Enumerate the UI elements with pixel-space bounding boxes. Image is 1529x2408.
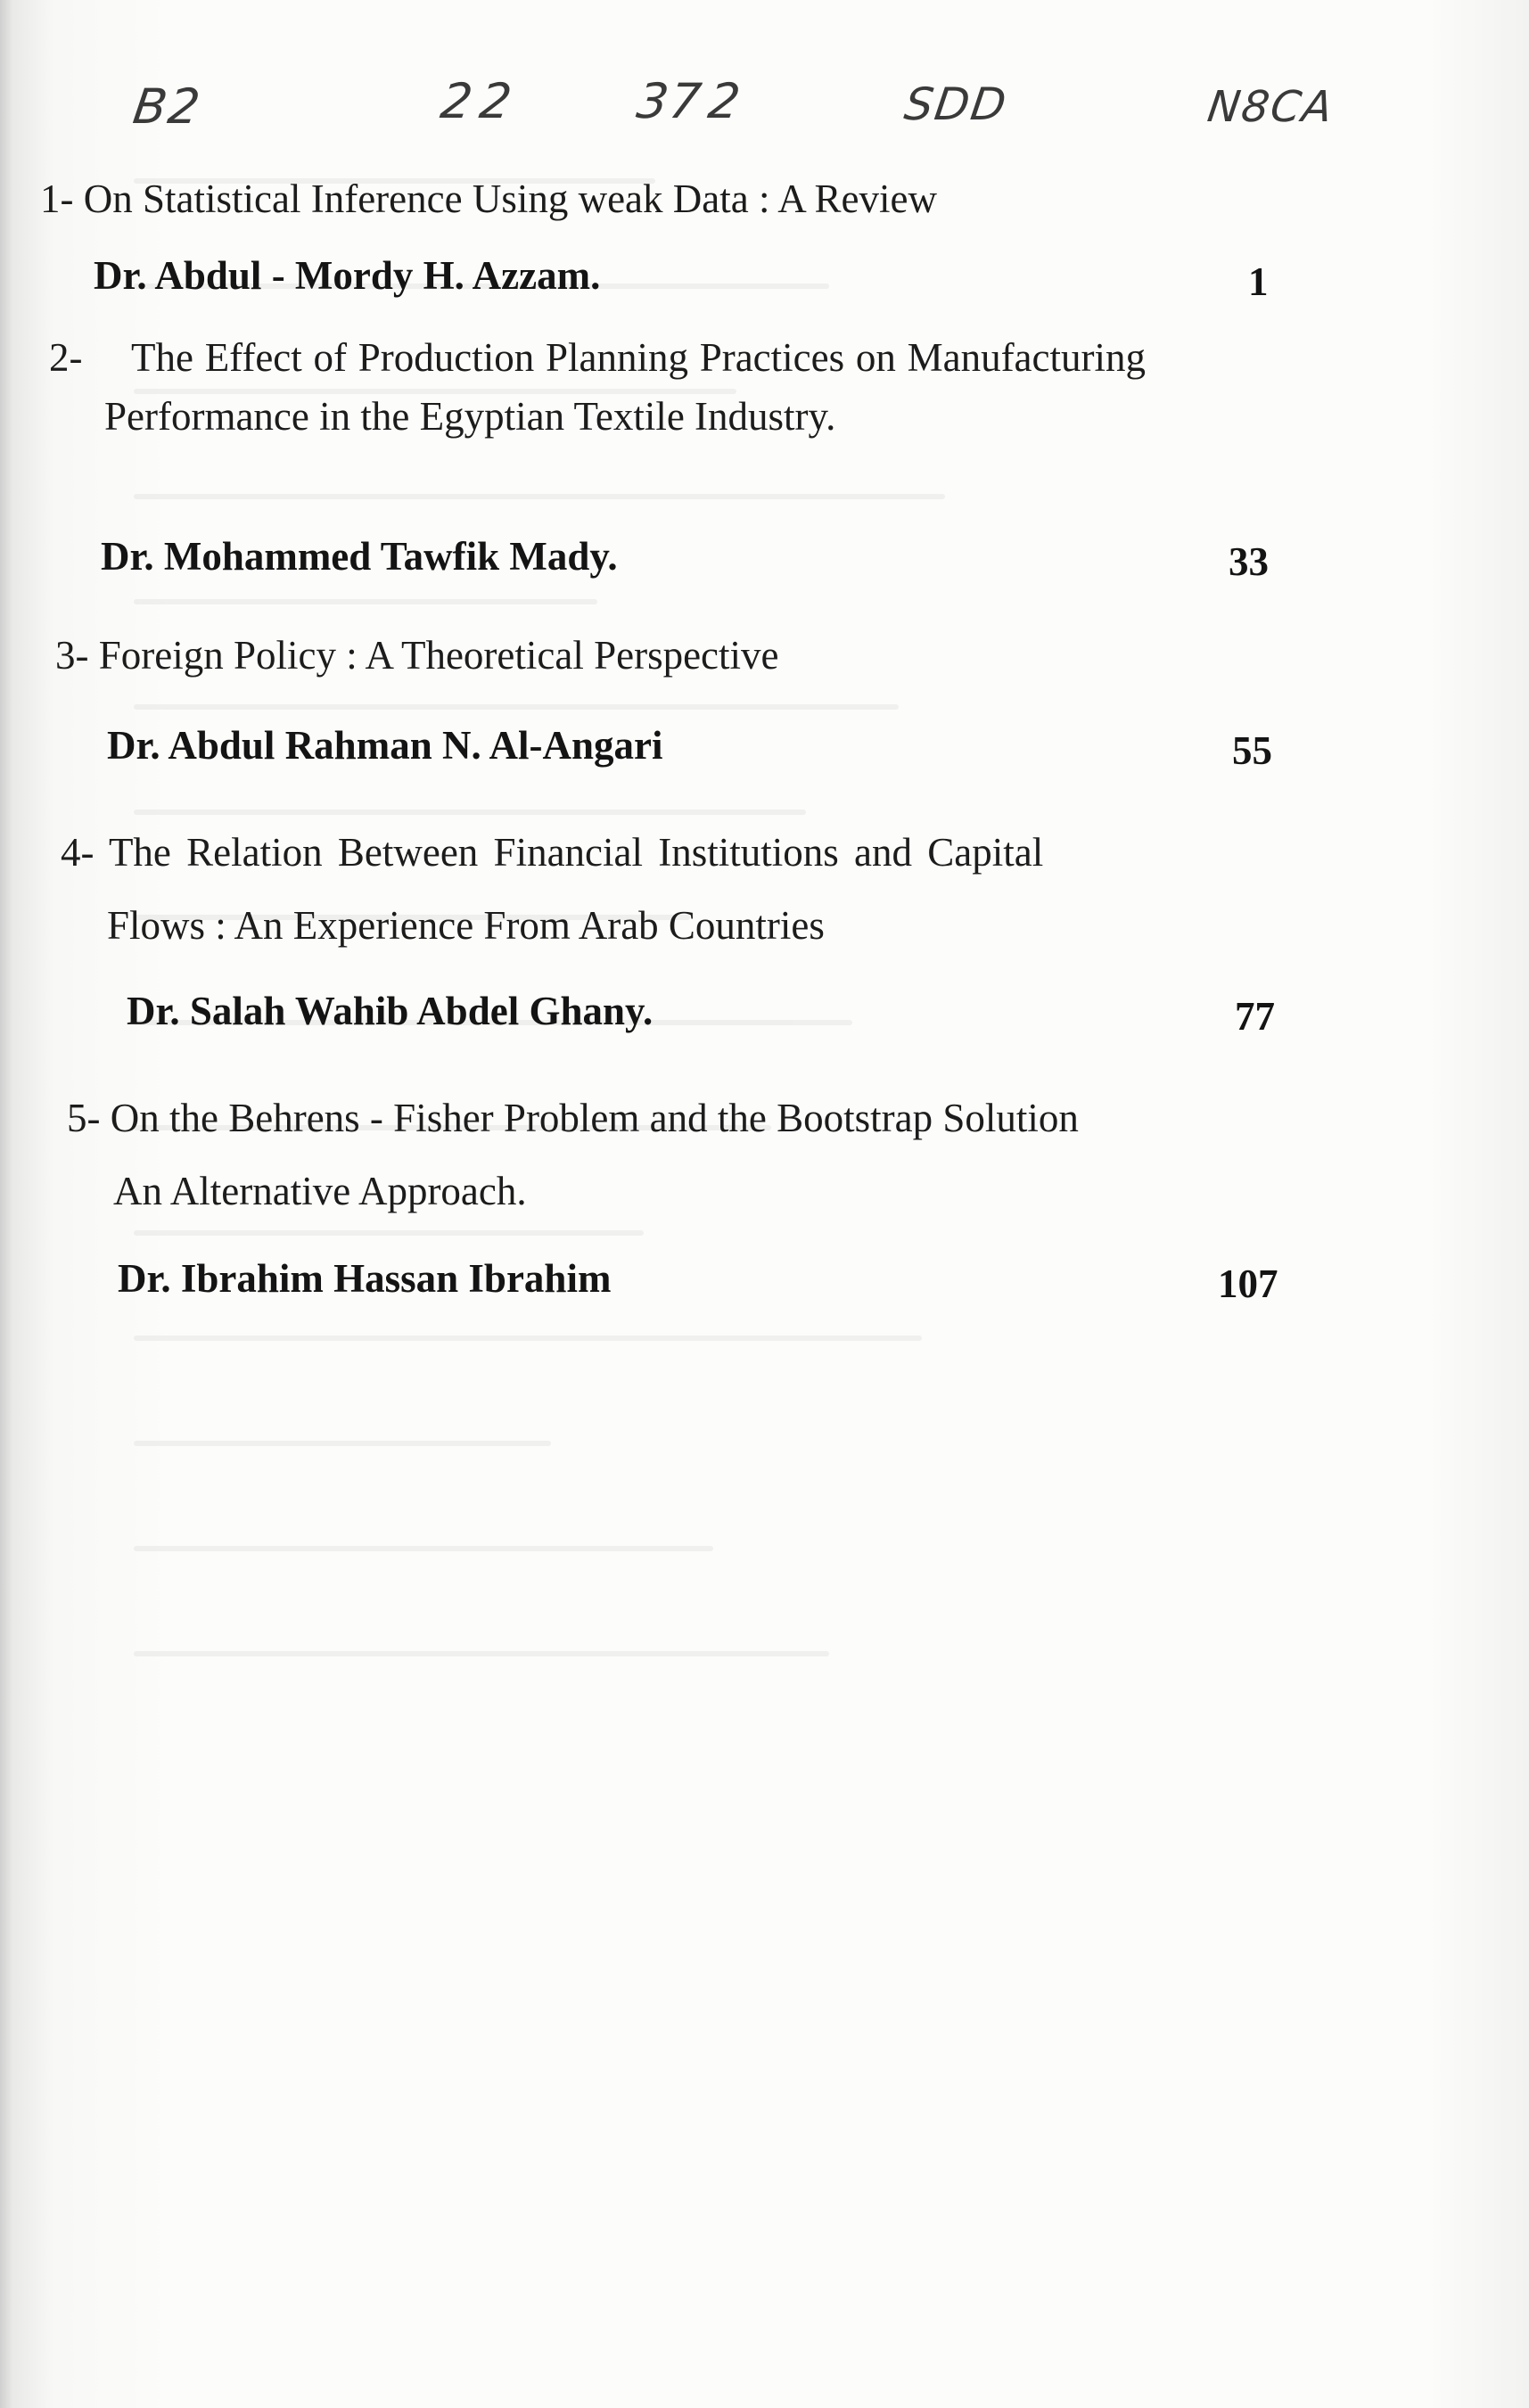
toc-entry-title (40, 169, 1288, 228)
entry-title-line: Flows : An Experience From Arab Countries (107, 903, 825, 948)
toc-entry-author: Dr. Abdul - Mordy H. Azzam. (94, 253, 601, 298)
entry-number: 2- (49, 335, 83, 380)
toc-entry-page: 55 (1232, 728, 1272, 773)
toc-entry-page: 77 (1235, 994, 1275, 1039)
handwritten-note: B2 (129, 78, 205, 135)
toc-entry-author: Dr. Abdul Rahman N. Al-Angari (107, 723, 663, 768)
toc-entry-author: Dr. Mohammed Tawfik Mady. (101, 534, 618, 579)
handwritten-note: 2 2 (437, 73, 517, 129)
toc-entry-author: Dr. Salah Wahib Abdel Ghany. (127, 989, 654, 1033)
entry-title-text: On Statistical Inference Using weak Data : A Review (83, 177, 937, 221)
toc-entry-title (67, 1081, 1079, 1228)
entry-title-line: The Relation Between Financial Institutions and Capital (108, 830, 1044, 875)
entry-title-line: An Alternative Approach. (113, 1169, 527, 1213)
toc-entry-title (49, 328, 1146, 446)
toc-entry-title (55, 626, 779, 685)
entry-number: 3- (55, 633, 89, 678)
toc-entry-page: 1 (1248, 259, 1269, 304)
entry-title-text: The Effect of Production Planning Practices on Manufacturing Performance in the Egyptian Textile Industry. (104, 335, 1146, 439)
entry-number: 5- (67, 1096, 101, 1140)
toc-entry-author: Dr. Ibrahim Hassan Ibrahim (118, 1256, 612, 1301)
handwritten-note: N8CA (1204, 82, 1337, 132)
handwritten-note: SDD (900, 78, 1011, 130)
handwritten-note: 37 2 (633, 73, 745, 129)
entry-title-text: Foreign Policy : A Theoretical Perspective (98, 633, 779, 678)
entry-title-line: On the Behrens - Fisher Problem and the Bootstrap Solution (110, 1096, 1079, 1140)
entry-number: 1- (40, 177, 74, 221)
toc-entry-page: 33 (1229, 539, 1269, 584)
toc-entry-title (61, 816, 1043, 962)
entry-number: 4- (61, 830, 95, 875)
toc-entry-page: 107 (1218, 1262, 1278, 1306)
